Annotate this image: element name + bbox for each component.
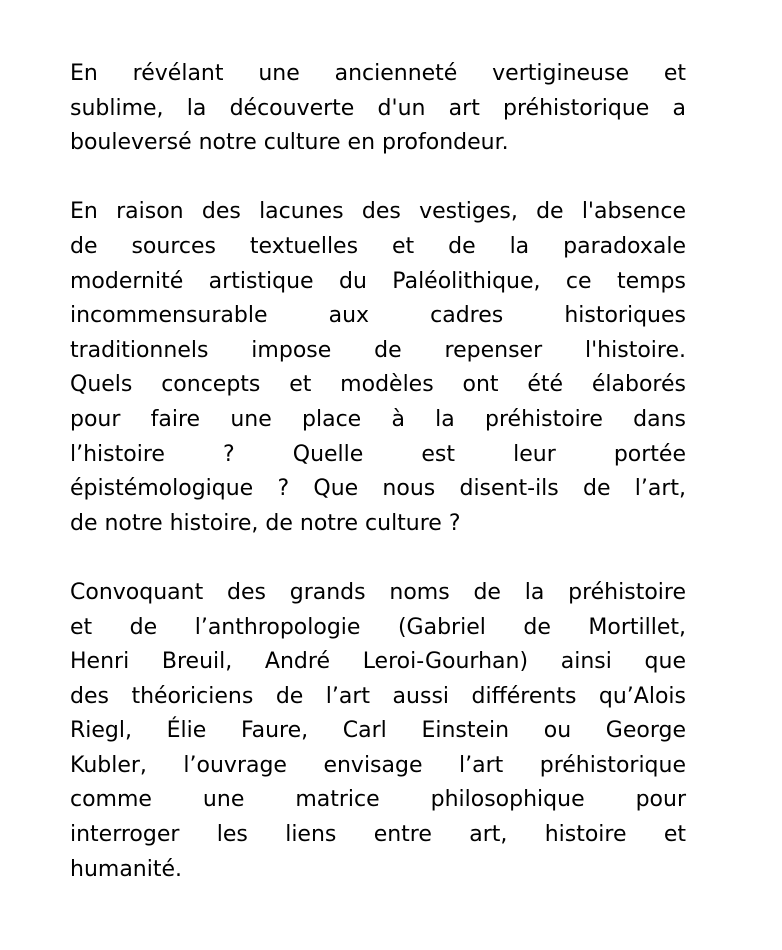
text-line: comme une matrice philosophique pour [70, 787, 686, 813]
text-line: humanité. [70, 856, 183, 882]
paragraph-summary [70, 576, 686, 887]
text-line: En révélant une ancienneté vertigineuse et [70, 61, 686, 86]
text-line: Quels concepts et modèles ont été élaborés [70, 372, 686, 398]
text-line: bouleversé notre culture en profondeur. [70, 130, 509, 156]
text-line: de notre histoire, de notre culture ? [70, 510, 461, 536]
text-line: sublime, la découverte d'un art préhistorique a [70, 95, 686, 121]
paragraph-intro [70, 57, 686, 161]
text-line: incommensurable aux cadres historiques [70, 303, 686, 329]
text-line: interroger les liens entre art, histoire et [70, 822, 686, 848]
text-line: modernité artistique du Paléolithique, ce temps [70, 268, 686, 294]
text-line: En raison des lacunes des vestiges, de l'absence [70, 199, 686, 225]
text-line: Convoquant des grands noms de la préhistoire [70, 579, 686, 605]
text-line: de sources textuelles et de la paradoxale [70, 233, 686, 259]
text-line: Kubler, l’ouvrage envisage l’art préhistorique [70, 752, 686, 778]
text-line: traditionnels impose de repenser l'histoire. [70, 337, 686, 363]
text-line: des théoriciens de l’art aussi différents qu’Alois [70, 683, 686, 709]
text-line: pour faire une place à la préhistoire dans [70, 406, 686, 432]
text-line: l’histoire ? Quelle est leur portée [70, 441, 686, 467]
text-line: épistémologique ? Que nous disent-ils de l’art, [70, 476, 686, 502]
paragraph-questions [70, 195, 686, 541]
text-line: et de l’anthropologie (Gabriel de Mortillet, [70, 614, 686, 640]
text-line: Riegl, Élie Faure, Carl Einstein ou George [70, 718, 686, 744]
text-line: Henri Breuil, André Leroi-Gourhan) ainsi que [70, 649, 686, 675]
document-body [70, 57, 686, 922]
